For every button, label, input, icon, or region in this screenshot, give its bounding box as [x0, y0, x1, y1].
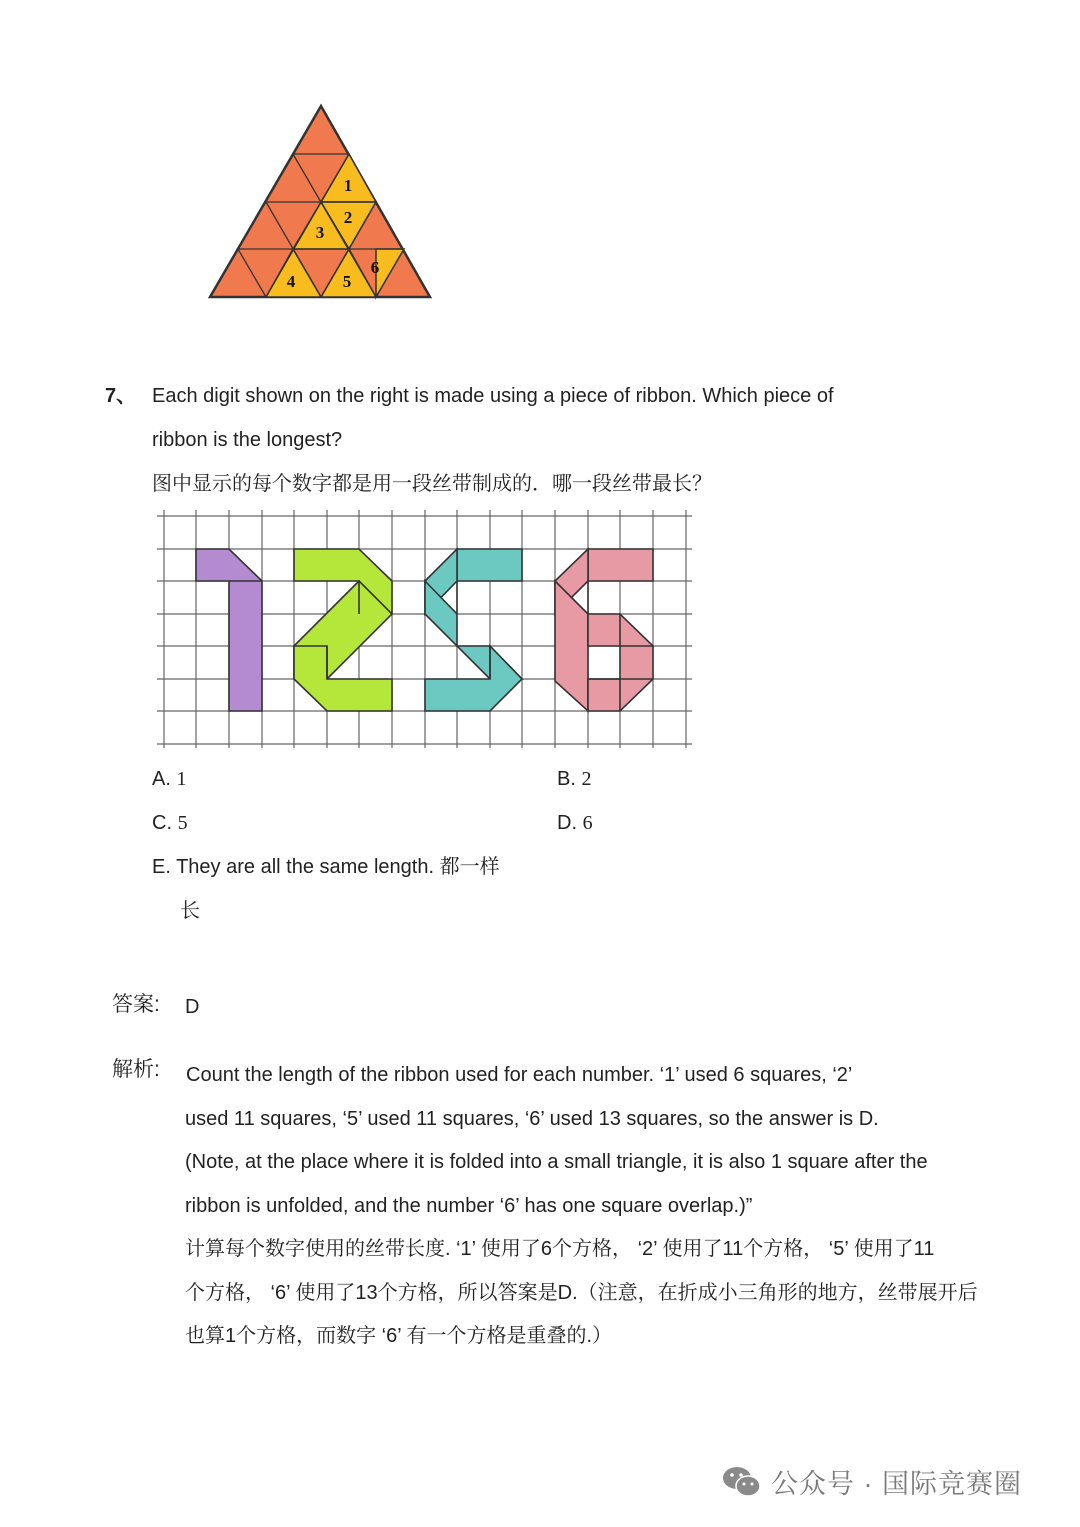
ribbon-digit-6 [555, 549, 653, 711]
question-text-en-line1: Each digit shown on the right is made using a piece of ribbon. Which piece of [152, 385, 834, 407]
option-a-value: 1 [176, 768, 187, 790]
analysis-line-7: 也算1个方格，而数字 ‘6’ 有一个方格是重叠的.） [185, 1325, 613, 1347]
analysis-line-5: 计算每个数字使用的丝带长度. ‘1’ 使用了6个方格， ‘2’ 使用了11个方格， ‘5’ 使用了11 [185, 1238, 935, 1260]
analysis-line-2: used 11 squares, ‘5’ used 11 squares, ‘6’ used 13 squares, so the answer is D. [185, 1108, 879, 1130]
option-a-letter: A. [152, 768, 171, 790]
option-c-letter: C. [152, 812, 172, 834]
option-d [557, 801, 593, 845]
analysis-line-1: Count the length of the ribbon used for each number. ‘1’ used 6 squares, ‘2’ [186, 1064, 853, 1086]
watermark-text: 公众号 · 国际竞赛圈 [771, 1469, 1022, 1499]
question-text-en-line2: ribbon is the longest? [152, 429, 343, 451]
option-a [152, 757, 186, 801]
ribbon-digit-2 [294, 549, 392, 711]
analysis-line-4: ribbon is unfolded, and the number ‘6’ has one square overlap.)” [185, 1195, 753, 1217]
option-d-letter: D. [557, 812, 577, 834]
option-e-line2: 长 [180, 900, 200, 922]
triangle-label-4: 4 [286, 272, 296, 291]
option-c-value: 5 [177, 812, 188, 834]
option-b-letter: B. [557, 768, 576, 790]
question-number: 7、 [105, 385, 137, 407]
option-b [557, 757, 591, 801]
ribbon-digit-5 [425, 549, 522, 711]
triangle-puzzle-figure [200, 95, 440, 310]
ribbon-digit-1 [196, 549, 262, 711]
ribbon-digits-figure [150, 505, 700, 755]
triangle-label-5: 5 [342, 272, 352, 291]
analysis-label: 解析: [112, 1058, 160, 1081]
option-b-value: 2 [581, 768, 592, 790]
option-e-line1: E. They are all the same length. 都一样 [152, 856, 500, 878]
option-c [152, 801, 188, 845]
triangle-label-2: 2 [343, 208, 353, 227]
answer-value: D [185, 996, 200, 1018]
question-text-zh: 图中显示的每个数字都是用一段丝带制成的．哪一段丝带最长？ [152, 473, 712, 495]
triangle-label-6: 6 [370, 258, 380, 277]
wechat-icon [722, 1465, 762, 1499]
analysis-line-3: (Note, at the place where it is folded into a small triangle, it is also 1 square after the [185, 1151, 928, 1173]
triangle-label-1: 1 [343, 176, 353, 195]
option-d-value: 6 [582, 812, 593, 834]
analysis-line-6: 个方格， ‘6’ 使用了13个方格，所以答案是D.（注意，在折成小三角形的地方，丝带展开后 [185, 1282, 978, 1304]
triangle-label-3: 3 [315, 223, 325, 242]
answer-label: 答案: [112, 993, 160, 1016]
